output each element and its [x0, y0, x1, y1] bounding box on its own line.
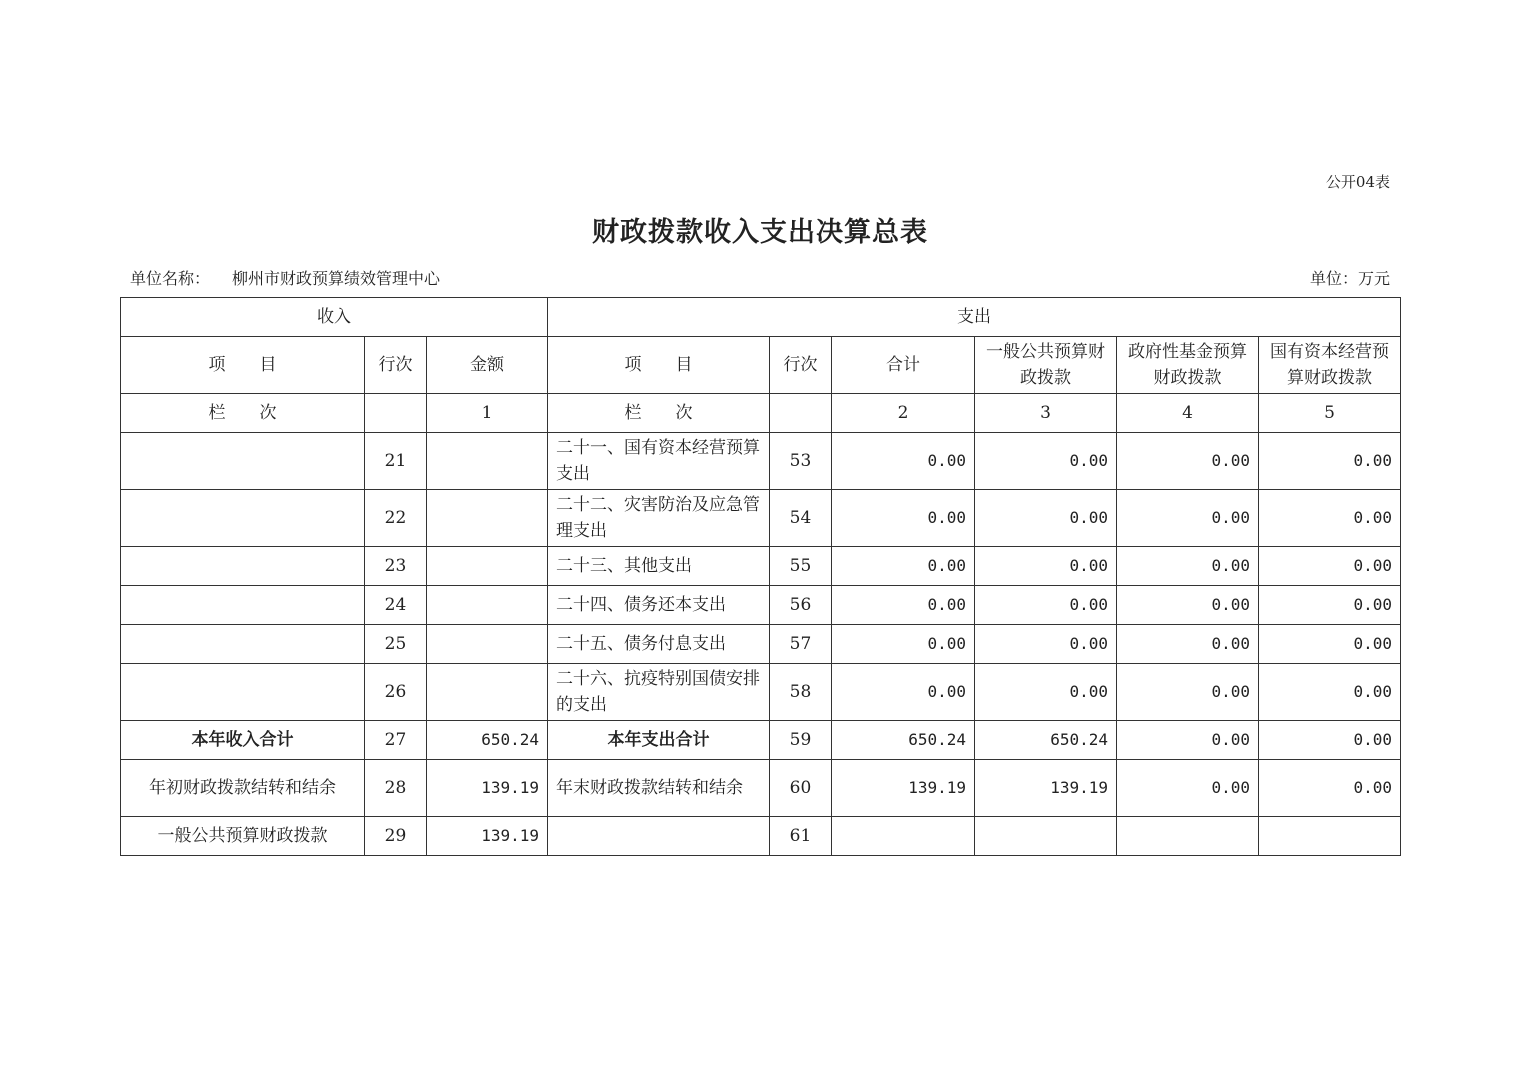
general-value: 0.00 [975, 664, 1117, 721]
total-value: 0.00 [832, 490, 975, 547]
expense-item: 二十三、其他支出 [548, 547, 770, 586]
table-row [121, 664, 1401, 721]
general-value: 0.00 [975, 433, 1117, 490]
income-item [121, 433, 365, 490]
capital-value: 0.00 [1259, 625, 1401, 664]
capital-value [1259, 817, 1401, 856]
income-item [121, 586, 365, 625]
unit-name-line [130, 266, 440, 289]
capital-value: 0.00 [1259, 433, 1401, 490]
empty-cell [365, 394, 427, 433]
capital-value: 0.00 [1259, 586, 1401, 625]
total-value: 0.00 [832, 664, 975, 721]
fund-value [1117, 817, 1259, 856]
expense-row-no: 54 [770, 490, 832, 547]
income-item-header: 项 目 [121, 337, 365, 394]
expense-row-no: 60 [770, 760, 832, 817]
unit-name-label: 单位名称： [130, 269, 211, 288]
income-row-no: 29 [365, 817, 427, 856]
expense-row-no: 55 [770, 547, 832, 586]
general-budget-header: 一般公共预算财政拨款 [975, 337, 1117, 394]
table-row [121, 760, 1401, 817]
page-title: 财政拨款收入支出决算总表 [592, 217, 928, 248]
income-row-no: 27 [365, 721, 427, 760]
general-value: 139.19 [975, 760, 1117, 817]
total-value: 0.00 [832, 586, 975, 625]
capital-value: 0.00 [1259, 721, 1401, 760]
unit-name-value: 柳州市财政预算绩效管理中心 [232, 269, 441, 288]
income-row-no: 23 [365, 547, 427, 586]
fund-value: 0.00 [1117, 433, 1259, 490]
income-item: 一般公共预算财政拨款 [121, 817, 365, 856]
col-4: 4 [1117, 394, 1259, 433]
fund-value: 0.00 [1117, 760, 1259, 817]
income-amount [427, 547, 548, 586]
state-capital-header: 国有资本经营预算财政拨款 [1259, 337, 1401, 394]
income-amount: 139.19 [427, 817, 548, 856]
table-row [121, 817, 1401, 856]
fund-value: 0.00 [1117, 664, 1259, 721]
fund-value: 0.00 [1117, 586, 1259, 625]
col-3: 3 [975, 394, 1117, 433]
table-row [121, 547, 1401, 586]
income-item [121, 490, 365, 547]
empty-cell [770, 394, 832, 433]
capital-value: 0.00 [1259, 490, 1401, 547]
income-row-no: 24 [365, 586, 427, 625]
form-number: 公开04表 [1325, 173, 1390, 191]
budget-table [120, 297, 1401, 856]
general-value: 0.00 [975, 586, 1117, 625]
fund-value: 0.00 [1117, 625, 1259, 664]
income-amount-header: 金额 [427, 337, 548, 394]
income-amount [427, 664, 548, 721]
expense-header: 支出 [548, 298, 1401, 337]
income-row-no: 28 [365, 760, 427, 817]
total-value: 139.19 [832, 760, 975, 817]
total-header: 合计 [832, 337, 975, 394]
income-item: 年初财政拨款结转和结余 [121, 760, 365, 817]
income-amount [427, 433, 548, 490]
table-row [121, 625, 1401, 664]
income-item [121, 664, 365, 721]
expense-row-no: 59 [770, 721, 832, 760]
income-row-no: 25 [365, 625, 427, 664]
fund-value: 0.00 [1117, 490, 1259, 547]
general-value [975, 817, 1117, 856]
gov-fund-header: 政府性基金预算财政拨款 [1117, 337, 1259, 394]
expense-item: 二十一、国有资本经营预算支出 [548, 433, 770, 490]
general-value: 0.00 [975, 625, 1117, 664]
income-amount: 650.24 [427, 721, 548, 760]
currency-unit: 单位：万元 [1309, 269, 1390, 288]
general-value: 0.00 [975, 547, 1117, 586]
capital-value: 0.00 [1259, 547, 1401, 586]
table-row [121, 490, 1401, 547]
income-row-no: 26 [365, 664, 427, 721]
capital-value: 0.00 [1259, 760, 1401, 817]
income-amount [427, 490, 548, 547]
income-item: 本年收入合计 [121, 721, 365, 760]
expense-item: 二十二、灾害防治及应急管理支出 [548, 490, 770, 547]
col-1: 1 [427, 394, 548, 433]
col-2: 2 [832, 394, 975, 433]
income-column-label: 栏 次 [121, 394, 365, 433]
expense-item [548, 817, 770, 856]
expense-column-label: 栏 次 [548, 394, 770, 433]
total-value: 650.24 [832, 721, 975, 760]
income-row-no: 22 [365, 490, 427, 547]
general-value: 0.00 [975, 490, 1117, 547]
header-row-2 [121, 337, 1401, 394]
general-value: 650.24 [975, 721, 1117, 760]
expense-row-no: 57 [770, 625, 832, 664]
total-value: 0.00 [832, 625, 975, 664]
expense-item: 本年支出合计 [548, 721, 770, 760]
income-item [121, 625, 365, 664]
expense-item: 二十六、抗疫特别国债安排的支出 [548, 664, 770, 721]
expense-item-header: 项 目 [548, 337, 770, 394]
table-row [121, 433, 1401, 490]
expense-row-no: 58 [770, 664, 832, 721]
income-amount [427, 586, 548, 625]
header-row-1 [121, 298, 1401, 337]
income-amount [427, 625, 548, 664]
expense-item: 二十五、债务付息支出 [548, 625, 770, 664]
total-value [832, 817, 975, 856]
expense-item: 二十四、债务还本支出 [548, 586, 770, 625]
expense-item: 年末财政拨款结转和结余 [548, 760, 770, 817]
table-row [121, 586, 1401, 625]
income-header: 收入 [121, 298, 548, 337]
total-value: 0.00 [832, 547, 975, 586]
table-row-total [121, 721, 1401, 760]
col-5: 5 [1259, 394, 1401, 433]
income-row-no-header: 行次 [365, 337, 427, 394]
total-value: 0.00 [832, 433, 975, 490]
column-number-row [121, 394, 1401, 433]
expense-row-no: 56 [770, 586, 832, 625]
expense-row-no: 61 [770, 817, 832, 856]
expense-row-no: 53 [770, 433, 832, 490]
fund-value: 0.00 [1117, 721, 1259, 760]
income-amount: 139.19 [427, 760, 548, 817]
income-item [121, 547, 365, 586]
capital-value: 0.00 [1259, 664, 1401, 721]
income-row-no: 21 [365, 433, 427, 490]
fund-value: 0.00 [1117, 547, 1259, 586]
expense-row-no-header: 行次 [770, 337, 832, 394]
